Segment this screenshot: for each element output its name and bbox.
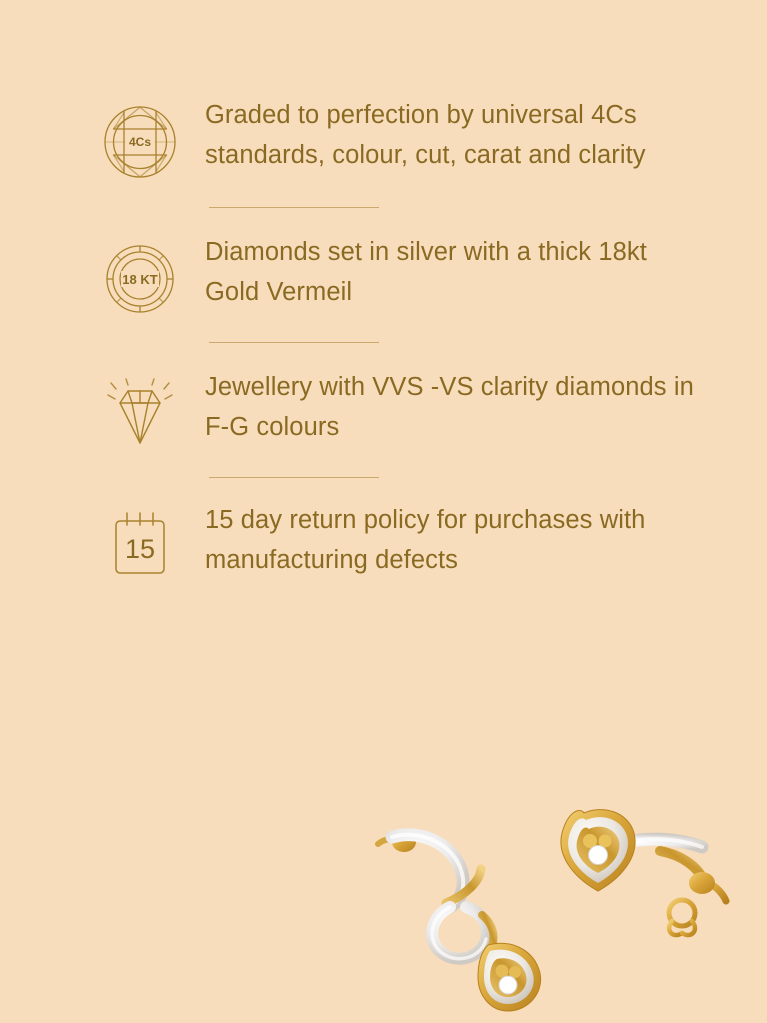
diamond-4cs-icon-label: 4Cs: [128, 135, 152, 149]
feature-item-18kt: [0, 232, 767, 320]
feature-item-returns: [0, 500, 767, 588]
divider-3-wrap: [0, 477, 767, 478]
divider-1: [209, 207, 379, 208]
feature-item-clarity: [0, 367, 767, 455]
divider-2-wrap: [0, 342, 767, 343]
feature-item-4cs: [0, 95, 767, 183]
diamond-4cs-icon: [92, 95, 188, 183]
divider-2: [209, 342, 379, 343]
feature-text-4cs: Graded to perfection by universal 4Cs standards, colour, cut, carat and clarity: [205, 101, 646, 169]
divider-1-wrap: [0, 207, 767, 208]
gold-18kt-badge-icon: [92, 232, 188, 320]
feature-text-18kt: Diamonds set in silver with a thick 18kt Gold Vermeil: [205, 238, 647, 306]
sparkling-diamond-icon: [92, 367, 188, 455]
calendar-15-day-label: 15: [124, 534, 156, 564]
feature-list: [0, 95, 767, 588]
gold-18kt-badge-label: 18 KT: [122, 272, 158, 287]
divider-3: [209, 477, 379, 478]
feature-text-returns: 15 day return policy for purchases with manufacturing defects: [205, 506, 646, 574]
gold-diamond-drop-earrings-photo: [330, 795, 767, 1023]
feature-text-clarity: Jewellery with VVS -VS clarity diamonds in F-G colours: [205, 373, 694, 441]
calendar-15-day-icon: [92, 500, 188, 588]
